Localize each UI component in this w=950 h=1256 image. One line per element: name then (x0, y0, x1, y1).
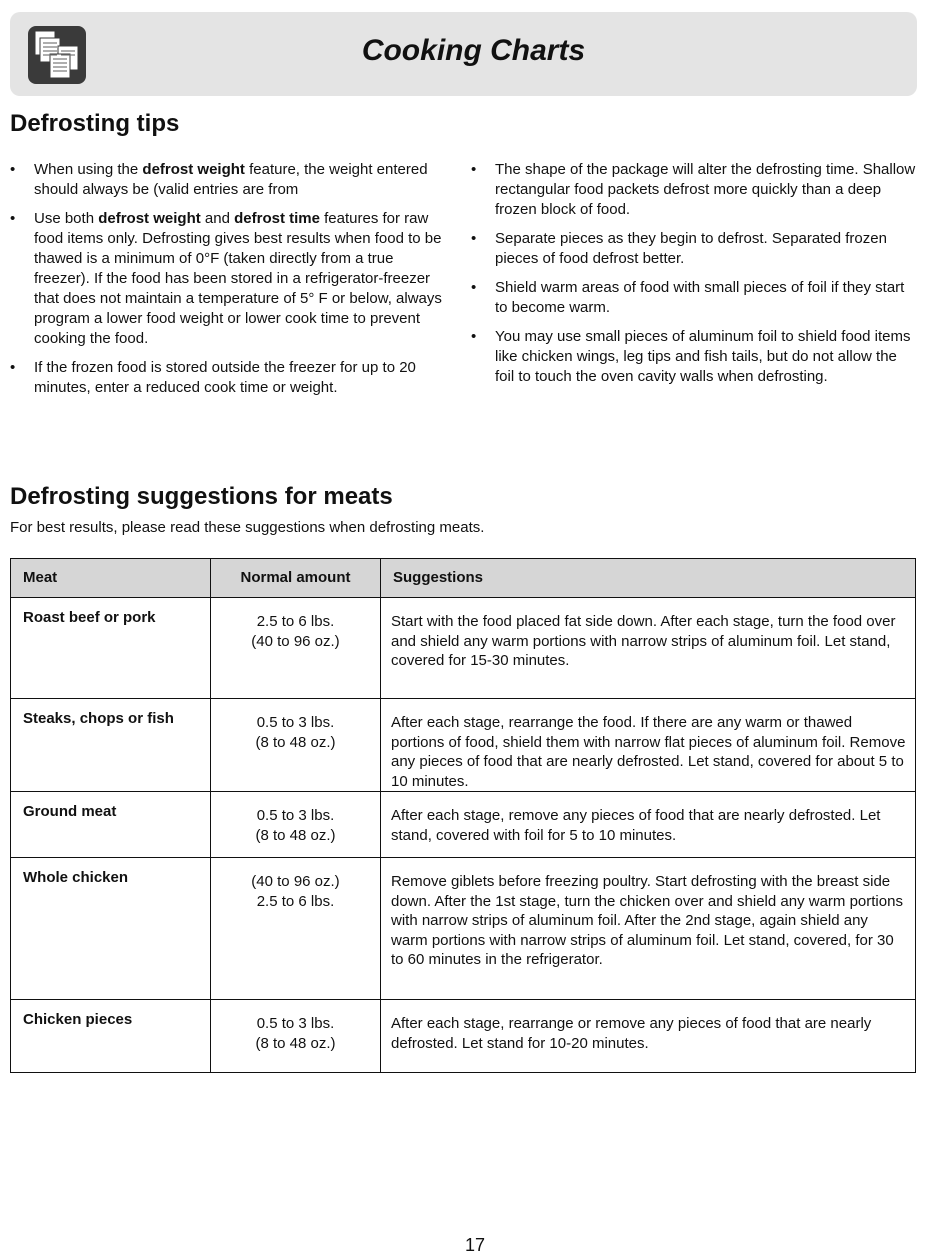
defrost-meats-table (10, 558, 916, 1073)
tip-text: feature, the weight entered should always be (valid entries are from (34, 161, 428, 198)
tip-text: and (200, 210, 235, 227)
table-header-row (11, 559, 916, 598)
tip-text: features for raw food items only. Defrosting gives best results when food to be thawed is a minimum of 0°F (taken directly from a true freezer). If the food has been stored in a refrigerator-freezer that does not maintain a temperature of 5° F or below, always program a lower food weight or lower cook time to prevent cooking the food. (34, 210, 442, 347)
amount-line: 2.5 to 6 lbs. (256, 613, 335, 630)
suggestion-cell: After each stage, rearrange or remove any pieces of food that are nearly defrosted. Let stand for 10-20 minutes. (381, 1000, 916, 1073)
page-header (10, 12, 917, 96)
amount-cell (211, 1000, 381, 1073)
page-title: Cooking Charts (361, 34, 586, 67)
tips-right-column (471, 160, 919, 396)
amount-line: (40 to 96 oz.) (251, 632, 340, 650)
amount-line: (8 to 48 oz.) (255, 1034, 336, 1052)
tip-emphasis: defrost weight (98, 210, 201, 227)
meats-intro: For best results, please read these suggestions when defrosting meats. (10, 519, 485, 536)
column-header-suggestions: Suggestions (381, 559, 916, 598)
tip-item: • The shape of the package will alter the defrosting time. Shallow rectangular food packets defrost more quickly than a deep frozen block of food. (471, 160, 919, 220)
amount-cell (211, 699, 381, 792)
tip-text: If the frozen food is stored outside the freezer for up to 20 minutes, enter a reduced cook time or weight. (34, 359, 416, 396)
tip-emphasis: defrost time (234, 210, 320, 227)
column-header-meat: Meat (11, 559, 211, 598)
amount-line: 0.5 to 3 lbs. (256, 807, 335, 824)
tip-item (10, 358, 450, 398)
tip-text: Use both (34, 210, 99, 227)
amount-line: (8 to 48 oz.) (255, 826, 336, 844)
page-number: 17 (464, 1235, 486, 1255)
meat-cell: Ground meat (11, 792, 211, 858)
amount-cell (211, 792, 381, 858)
table-row (11, 1000, 916, 1073)
amount-line: 0.5 to 3 lbs. (256, 1015, 335, 1032)
amount-line: 2.5 to 6 lbs. (256, 892, 335, 910)
suggestion-cell: Remove giblets before freezing poultry. Start defrosting with the breast side down. After the 1st stage, turn the chicken over and shield any warm portions with narrow strips of aluminum foil. After the 2nd stage, again shield any warm portions with narrow strips of aluminum foil. Let stand, covered, for 30 to 60 minutes in the refrigerator. (381, 858, 916, 1000)
meat-cell: Chicken pieces (11, 1000, 211, 1073)
meat-cell: Roast beef or pork (11, 598, 211, 699)
table-row (11, 792, 916, 858)
amount-line: (40 to 96 oz.) (251, 873, 340, 890)
tip-emphasis: defrost weight (142, 161, 245, 178)
meat-cell: Steaks, chops or fish (11, 699, 211, 792)
tip-item: • Shield warm areas of food with small pieces of foil if they start to become warm. (471, 278, 919, 318)
suggestion-cell: Start with the food placed fat side down. After each stage, turn the food over and shield any warm portions with narrow strips of aluminum foil. Let stand, covered for 15-30 minutes. (381, 598, 916, 699)
amount-cell (211, 598, 381, 699)
suggestion-cell: After each stage, remove any pieces of food that are nearly defrosted. Let stand, covered with foil for 5 to 10 minutes. (381, 792, 916, 858)
suggestion-cell: After each stage, rearrange the food. If there are any warm or thawed portions of food, shield them with narrow flat pieces of aluminum foil. Remove any pieces of food that are nearly defrosted. Let stand, covered for about 5 to 10 minutes. (381, 699, 916, 792)
amount-line: 0.5 to 3 lbs. (256, 714, 335, 731)
tip-item: • You may use small pieces of aluminum foil to shield food items like chicken wings, leg tips and fish tails, but do not allow the foil to touch the oven cavity walls when defrosting. (471, 327, 919, 387)
table-row (11, 699, 916, 792)
table-row (11, 858, 916, 1000)
tip-text: When using the (34, 161, 143, 178)
tips-left-column (10, 160, 450, 407)
meats-heading: Defrosting suggestions for meats (10, 483, 393, 510)
column-header-amount: Normal amount (211, 559, 381, 598)
table-row (11, 598, 916, 699)
tip-item (10, 160, 450, 200)
meat-cell: Whole chicken (11, 858, 211, 1000)
amount-line: (8 to 48 oz.) (255, 733, 336, 751)
defrosting-tips-heading: Defrosting tips (10, 110, 180, 137)
tip-item (10, 209, 450, 349)
amount-cell (211, 858, 381, 1000)
tip-item: • Separate pieces as they begin to defrost. Separated frozen pieces of food defrost better. (471, 229, 919, 269)
